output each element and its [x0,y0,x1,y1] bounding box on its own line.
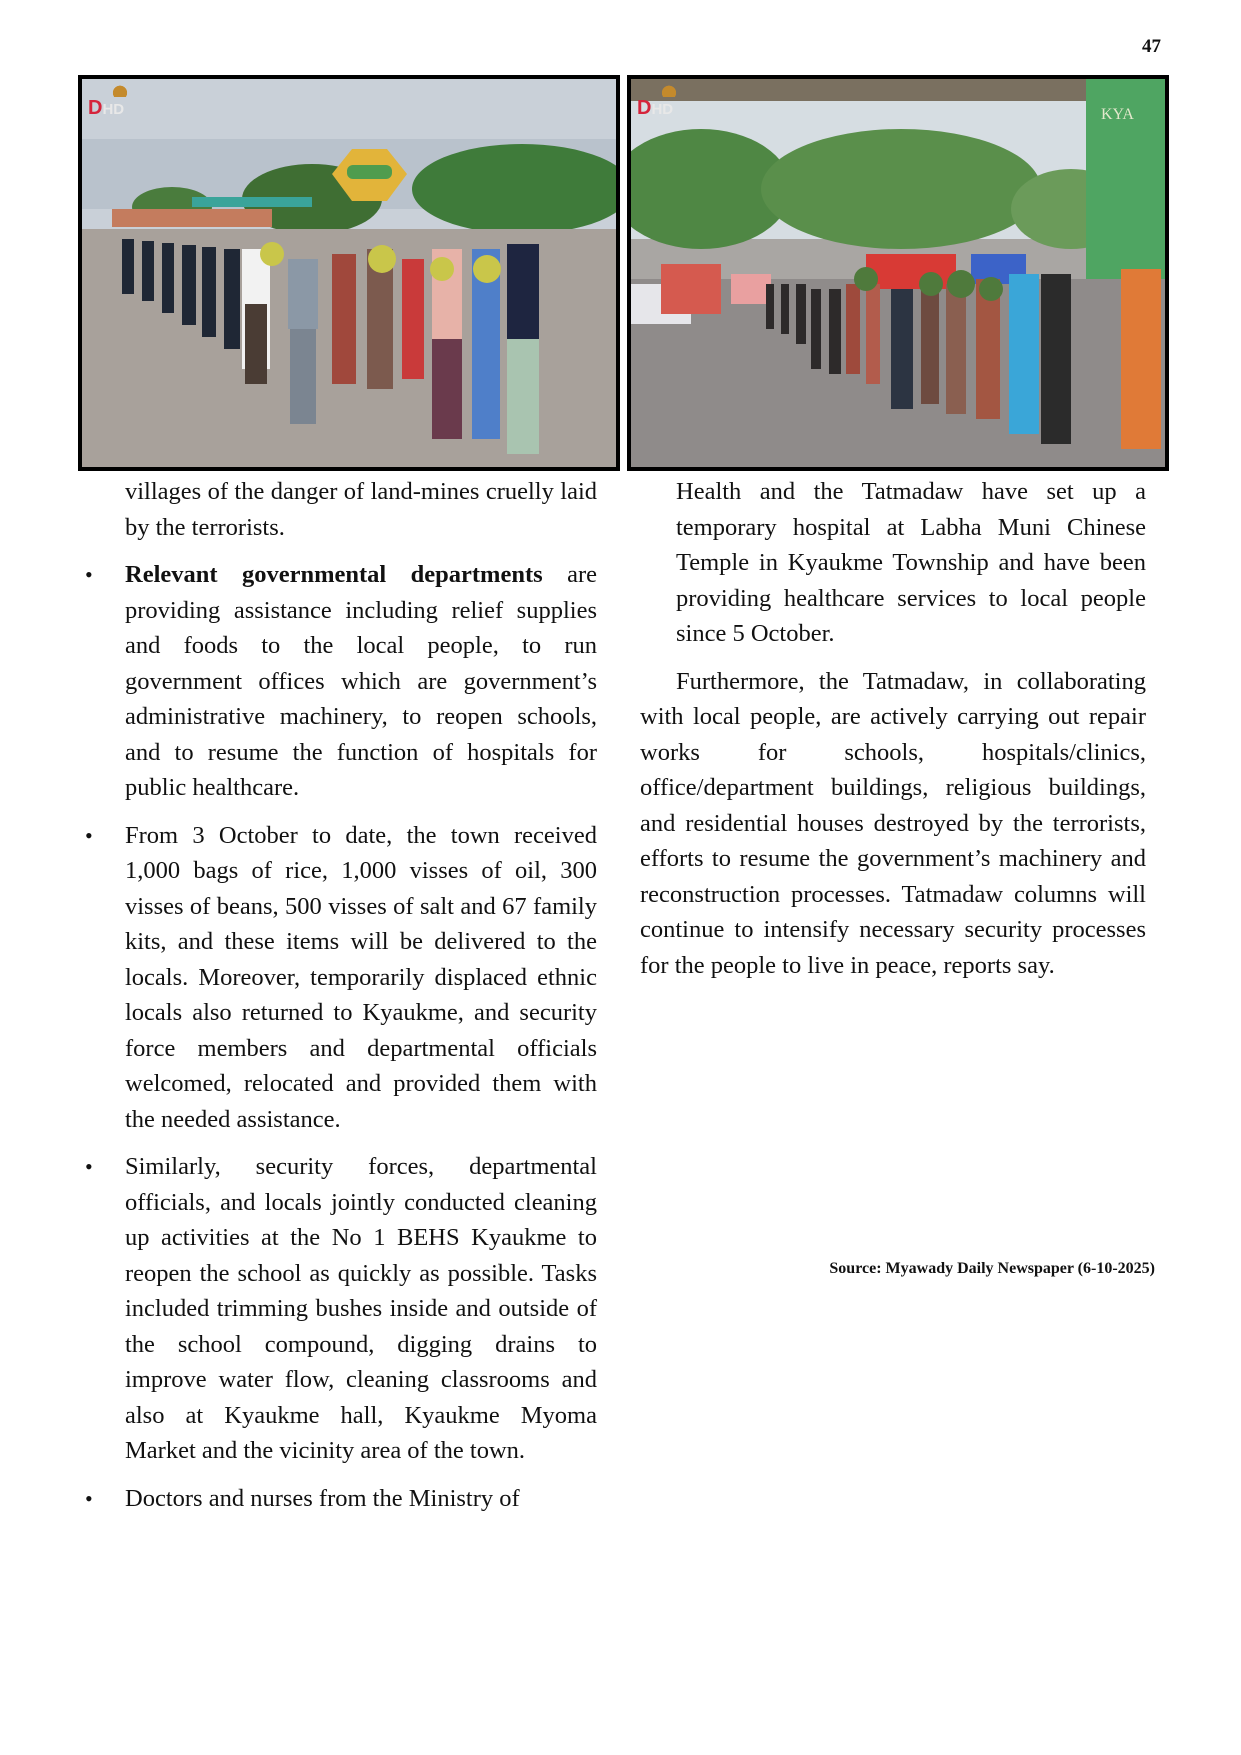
right-column [640,474,1146,995]
bullet-item [85,557,597,806]
bullet-icon: • [85,1154,93,1179]
bullet-icon: • [85,562,93,587]
crown-icon [110,83,130,97]
photo-illustration [82,79,616,467]
gate-text: KYA [1101,106,1134,123]
bullet-text: are providing assistance including relief supplies and foods to the local people, to run government offices which are government’s administrative machinery, to reopen schools, and to resume the function of hospitals for public healthcare. [125,561,597,801]
crown-icon [659,83,679,97]
bullet-icon: • [85,822,93,848]
photo-illustration [631,79,1165,467]
continuation-paragraph: Health and the Tatmadaw have set up a temporary hospital at Labha Muni Chinese Temple in Kyaukme Township and have been providing healthcare services to local people since 5 October. [676,478,1146,647]
bullet-item [85,1149,597,1469]
bullet-text: Similarly, security forces, departmental officials, and locals jointly conducted cleaning up activities at the No 1 BEHS Kyaukme to reopen the school as quickly as possible. Tasks included trimming bushes inside and outside of the school compound, digging drains to improve water flow, cleaning classrooms and also at Kyaukme hall, Kyaukme Myoma Market and the vicinity area of the town. [125,1153,597,1464]
source-citation: Source: Myawady Daily Newspaper (6-10-2025) [829,1260,1155,1277]
broadcaster-logo: DHD [637,97,673,120]
bullet-item [85,818,597,1138]
broadcaster-logo: DHD [88,97,124,120]
page-number: 47 [1142,36,1161,57]
left-column [85,474,597,1528]
closing-paragraph: Furthermore, the Tatmadaw, in collaborating with local people, are actively carrying out repair works for schools, hospitals/clinics, office/department buildings, religious buildings, and residential houses destroyed by the terrorists, efforts to resume the government’s machinery and reconstruction processes. Tatmadaw columns will continue to intensify necessary security processes for the people to live in peace, reports say. [640,667,1146,979]
bullet-icon: • [85,1485,93,1511]
bullet-lead-bold: Relevant governmental departments [125,561,543,588]
news-photo-locals-lined-up [627,75,1169,471]
bullet-item [85,1481,597,1517]
bullet-text: Doctors and nurses from the Ministry of [125,1484,520,1512]
news-photo-welcome-ceremony [78,75,620,471]
continuation-paragraph: villages of the danger of land-mines cruelly laid by the terrorists. [125,478,597,541]
bullet-text: From 3 October to date, the town received 1,000 bags of rice, 1,000 visses of oil, 300 visses of beans, 500 visses of salt and 67 family kits, and these items will be delivered to the locals. Moreover, temporarily displaced ethnic locals also returned to Kyaukme, and security force members and departmental officials welcomed, relocated and provided them with the needed assistance. [125,821,597,1133]
